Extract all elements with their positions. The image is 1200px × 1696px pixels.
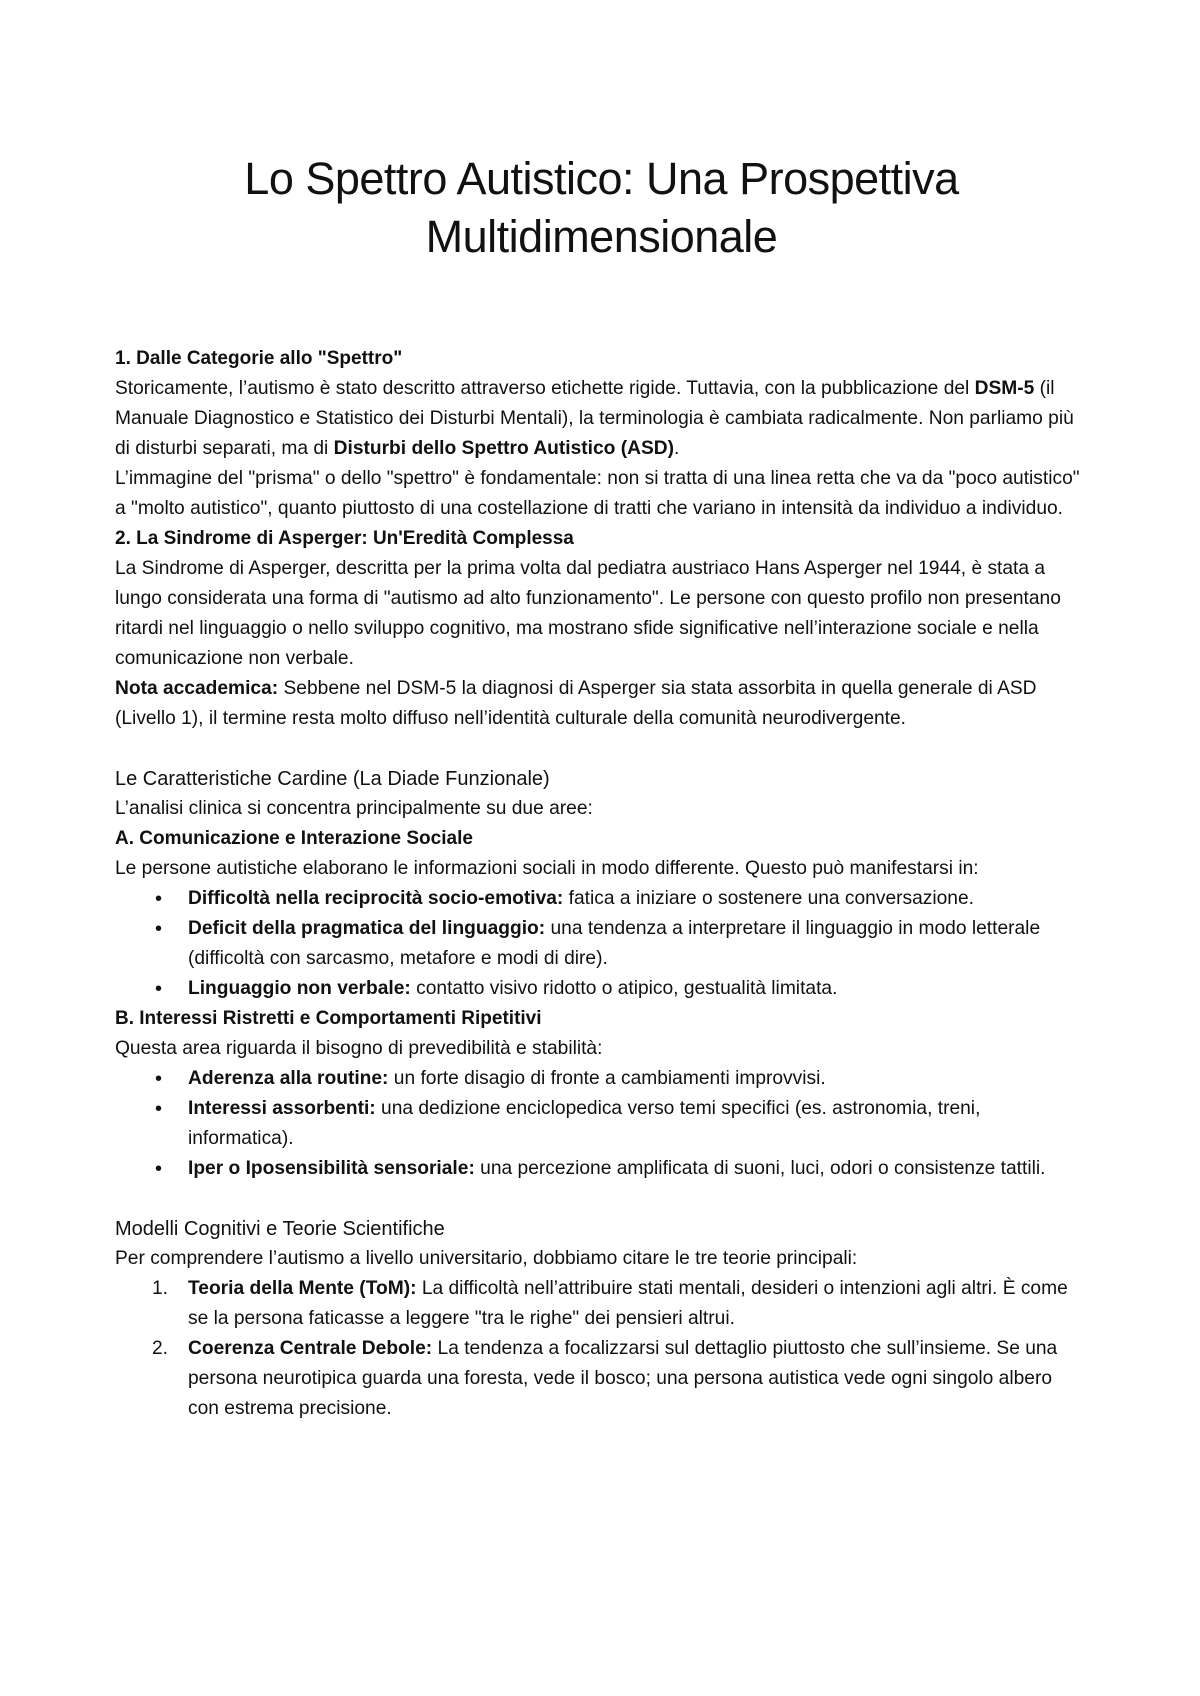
- list-item: [115, 974, 1088, 1004]
- bold-term: Disturbi dello Spettro Autistico (ASD): [333, 438, 675, 459]
- item-label: Difficoltà nella reciprocità socio-emotiva:: [188, 888, 564, 909]
- item-text: un forte disagio di fronte a cambiamenti improvvisi.: [388, 1068, 826, 1089]
- subsection-heading: A. Comunicazione e Interazione Sociale: [115, 828, 473, 849]
- text-run: (il Manuale Diagnostico e Statistico dei Disturbi Mentali), la terminologia è cambiata radicalmente. Non parliamo più di disturbi separati, ma di: [115, 378, 1074, 459]
- numbered-list: [115, 1274, 1088, 1424]
- section-spectrum: [115, 344, 1088, 524]
- list-item: [115, 1334, 1088, 1424]
- section-heading: 1. Dalle Categorie allo "Spettro": [115, 348, 403, 369]
- note-text: Sebbene nel DSM-5 la diagnosi di Asperger sia stata assorbita in quella generale di ASD (Livello 1), il termine resta molto diffuso nell’identità culturale della comunità neurodivergente.: [115, 678, 1037, 729]
- section-heading: Le Caratteristiche Cardine (La Diade Funzionale): [115, 768, 550, 790]
- text-run: .: [674, 438, 680, 459]
- list-item: [115, 1274, 1088, 1334]
- item-text: una percezione amplificata di suoni, luci, odori o consistenze tattili.: [474, 1158, 1046, 1179]
- paragraph: Per comprendere l’autismo a livello universitario, dobbiamo citare le tre teorie principali:: [115, 1248, 858, 1269]
- academic-note: [115, 674, 1088, 734]
- section-heading: Modelli Cognitivi e Teorie Scientifiche: [115, 1218, 445, 1240]
- item-label: Linguaggio non verbale:: [188, 978, 411, 999]
- paragraph: Le persone autistiche elaborano le informazioni sociali in modo differente. Questo può manifestarsi in:: [115, 858, 979, 879]
- list-item: [115, 914, 1088, 974]
- spacer: [115, 1184, 1088, 1214]
- item-label: Interessi assorbenti:: [188, 1098, 376, 1119]
- item-label: Aderenza alla routine:: [188, 1068, 389, 1089]
- item-label: Coerenza Centrale Debole:: [188, 1338, 433, 1359]
- subsection-heading: B. Interessi Ristretti e Comportamenti Ripetitivi: [115, 1008, 542, 1029]
- list-item: [115, 1094, 1088, 1154]
- section-cognitive-models: [115, 1214, 1088, 1424]
- paragraph: L’analisi clinica si concentra principalmente su due aree:: [115, 798, 593, 819]
- item-number: 1.: [152, 1278, 169, 1299]
- paragraph: Questa area riguarda il bisogno di prevedibilità e stabilità:: [115, 1038, 603, 1059]
- paragraph: La Sindrome di Asperger, descritta per la prima volta dal pediatra austriaco Hans Asperger nel 1944, è stata a lungo considerata una forma di "autismo ad alto funzionamento". Le persone con questo profilo non presentano ritardi nel linguaggio o nello sviluppo cognitivo, ma mostrano sfide significative nell’interazione sociale e nella comunicazione non verbale.: [115, 558, 1061, 669]
- paragraph: L’immagine del "prisma" o dello "spettro" è fondamentale: non si tratta di una linea retta che va da "poco autistico" a "molto autistico", quanto piuttosto di una costellazione di tratti che variano in intensità da individuo a individuo.: [115, 468, 1080, 519]
- section-asperger: [115, 524, 1088, 734]
- item-label: Deficit della pragmatica del linguaggio:: [188, 918, 546, 939]
- section-heading: 2. La Sindrome di Asperger: Un'Eredità Complessa: [115, 528, 574, 549]
- list-item: [115, 884, 1088, 914]
- text-run: Storicamente, l’autismo è stato descritto attraverso etichette rigide. Tuttavia, con la pubblicazione del: [115, 378, 975, 399]
- paragraph: [115, 374, 1088, 464]
- item-text: una tendenza a interpretare il linguaggio in modo letterale (difficoltà con sarcasmo, metafore e modi di dire).: [188, 918, 1041, 969]
- item-text: La difficoltà nell’attribuire stati mentali, desideri o intenzioni agli altri. È come se la persona faticasse a leggere "tra le righe" dei pensieri altrui.: [188, 1278, 1068, 1329]
- item-text: fatica a iniziare o sostenere una conversazione.: [563, 888, 974, 909]
- item-text: una dedizione enciclopedica verso temi specifici (es. astronomia, treni, informatica).: [188, 1098, 981, 1149]
- list-item: [115, 1154, 1088, 1184]
- section-characteristics: [115, 764, 1088, 1184]
- bullet-list: [115, 884, 1088, 1004]
- bullet-list: [115, 1064, 1088, 1184]
- item-label: Iper o Iposensibilità sensoriale:: [188, 1158, 475, 1179]
- item-text: La tendenza a focalizzarsi sul dettaglio piuttosto che sull’insieme. Se una persona neurotipica guarda una foresta, vede il bosco; una persona autistica vede ogni singolo albero con estrema precisione.: [188, 1338, 1058, 1419]
- bold-term: DSM-5: [974, 378, 1035, 399]
- note-label: Nota accademica:: [115, 678, 279, 699]
- item-label: Teoria della Mente (ToM):: [188, 1278, 417, 1299]
- spacer: [115, 734, 1088, 764]
- item-text: contatto visivo ridotto o atipico, gestualità limitata.: [410, 978, 838, 999]
- item-number: 2.: [152, 1338, 169, 1359]
- list-item: [115, 1064, 1088, 1094]
- document-title: Lo Spettro Autistico: Una Prospettiva Multidimensionale: [244, 153, 959, 262]
